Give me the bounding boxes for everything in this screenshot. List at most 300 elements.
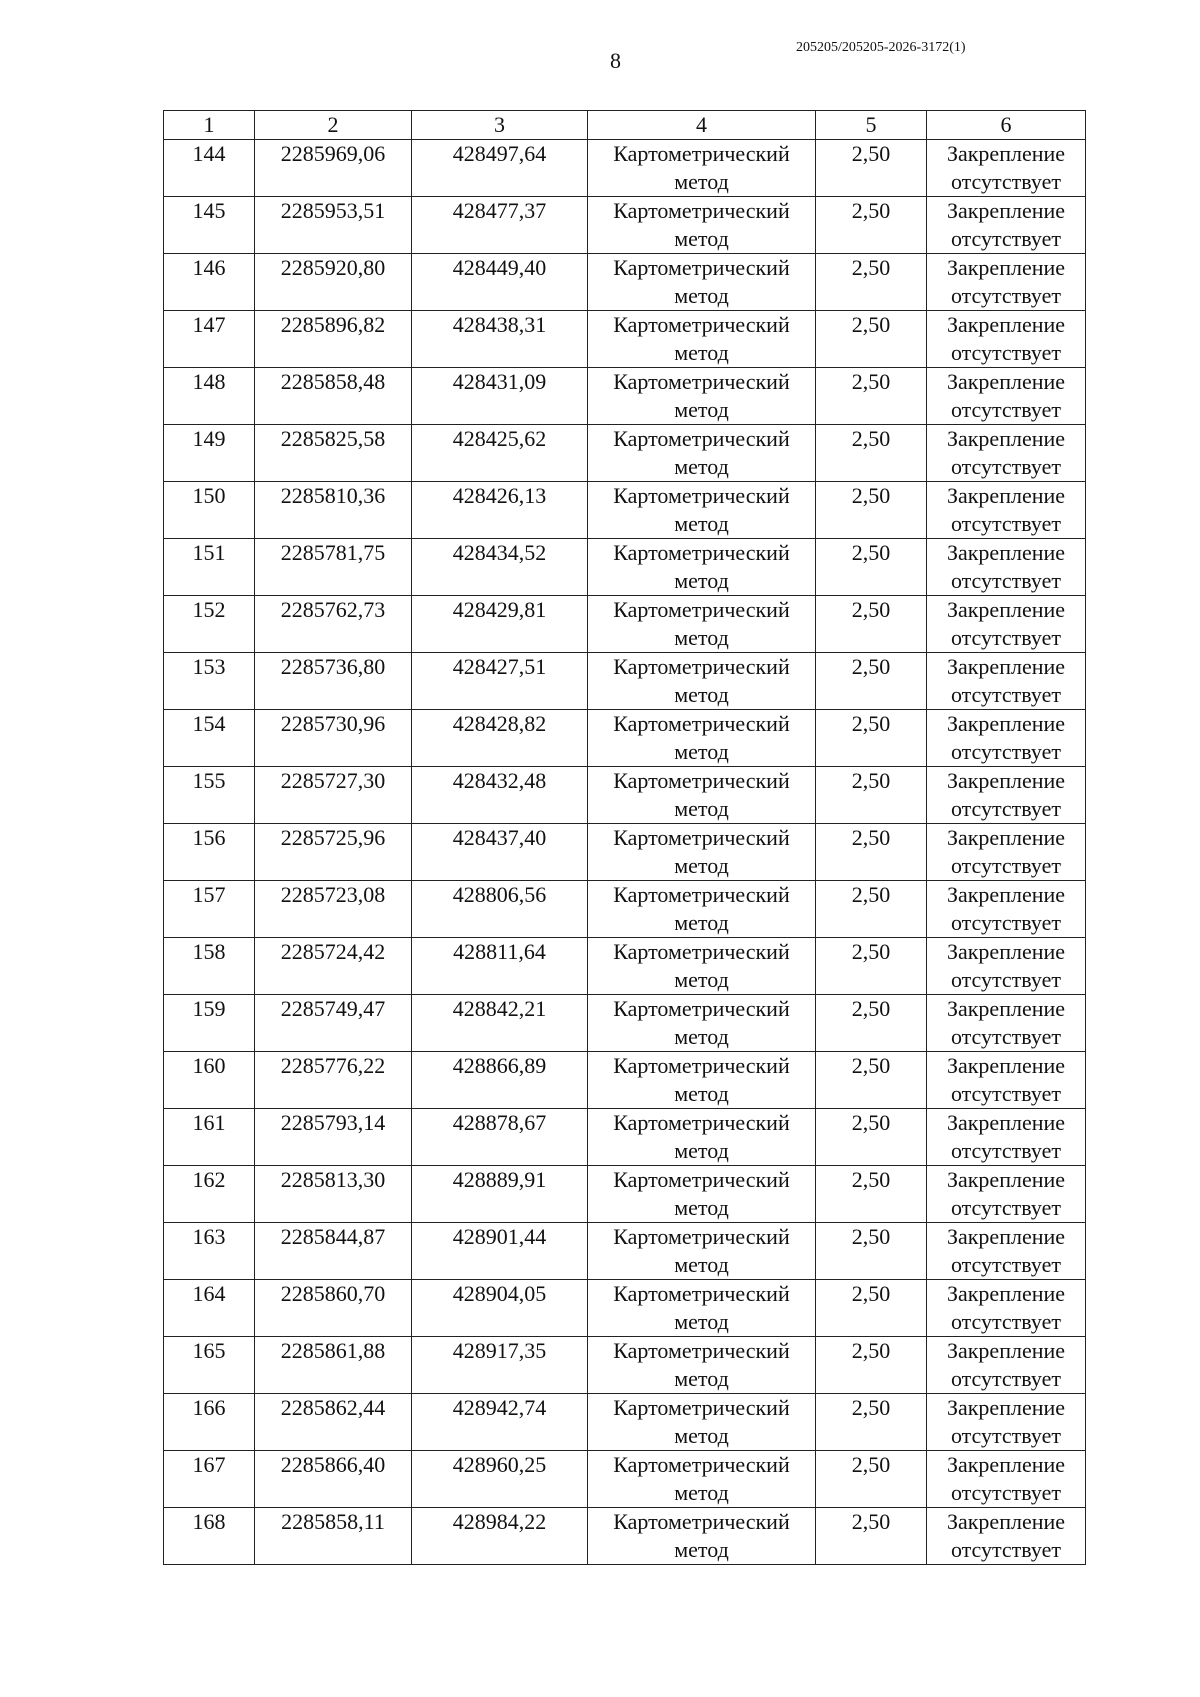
- column-header: 2: [255, 111, 412, 140]
- table-row: [164, 710, 1086, 767]
- y-coordinate-cell-text: 428429,81: [452, 597, 547, 622]
- accuracy-cell-text: 2,50: [851, 483, 891, 508]
- fixing-cell-text: Закрепление: [946, 312, 1066, 337]
- point-number-cell-text: 160: [192, 1053, 226, 1078]
- accuracy-cell-text: 2,50: [851, 1281, 891, 1306]
- column-header: 5: [816, 111, 927, 140]
- y-coordinate-cell-text: 428438,31: [452, 312, 547, 337]
- fixing-cell-text: Закрепление: [946, 597, 1066, 622]
- y-coordinate-cell: [412, 1109, 588, 1166]
- method-cell-text: метод: [674, 169, 729, 194]
- point-number-cell: [164, 653, 255, 710]
- y-coordinate-cell-text: 428889,91: [452, 1167, 547, 1192]
- method-cell-text: Картометрический: [613, 198, 790, 223]
- method-cell: [588, 539, 816, 596]
- method-cell: [588, 1223, 816, 1280]
- method-cell-text: метод: [674, 511, 729, 536]
- fixing-cell-text: отсутствует: [950, 910, 1062, 935]
- fixing-cell-text: Закрепление: [946, 369, 1066, 394]
- fixing-cell-text: Закрепление: [946, 141, 1066, 166]
- accuracy-cell-text: 2,50: [851, 1053, 891, 1078]
- accuracy-cell-text: 2,50: [851, 825, 891, 850]
- point-number-cell: [164, 824, 255, 881]
- table-header: [164, 111, 1086, 140]
- method-cell-text: Картометрический: [613, 1110, 790, 1135]
- method-cell-text: метод: [674, 967, 729, 992]
- fixing-cell: [927, 368, 1086, 425]
- method-cell-text: метод: [674, 739, 729, 764]
- accuracy-cell-text: 2,50: [851, 996, 891, 1021]
- y-coordinate-cell: [412, 824, 588, 881]
- accuracy-cell: [816, 938, 927, 995]
- point-number-cell: [164, 1052, 255, 1109]
- point-number-cell-text: 159: [192, 996, 226, 1021]
- x-coordinate-cell: [255, 254, 412, 311]
- accuracy-cell-text: 2,50: [851, 1338, 891, 1363]
- method-cell-text: метод: [674, 1024, 729, 1049]
- method-cell-text: метод: [674, 1537, 729, 1562]
- point-number-cell-text: 165: [192, 1338, 226, 1363]
- point-number-cell-text: 156: [192, 825, 226, 850]
- point-number-cell-text: 162: [192, 1167, 226, 1192]
- fixing-cell-text: Закрепление: [946, 1452, 1066, 1477]
- method-cell-text: Картометрический: [613, 1395, 790, 1420]
- point-number-cell: [164, 311, 255, 368]
- method-cell: [588, 881, 816, 938]
- method-cell-text: Картометрический: [613, 1509, 790, 1534]
- point-number-cell: [164, 1280, 255, 1337]
- accuracy-cell-text: 2,50: [851, 426, 891, 451]
- method-cell: [588, 824, 816, 881]
- point-number-cell: [164, 938, 255, 995]
- fixing-cell: [927, 254, 1086, 311]
- table-body: [164, 140, 1086, 1565]
- method-cell-text: метод: [674, 454, 729, 479]
- y-coordinate-cell: [412, 1337, 588, 1394]
- method-cell-text: метод: [674, 1366, 729, 1391]
- fixing-cell-text: Закрепление: [946, 1509, 1066, 1534]
- fixing-cell: [927, 995, 1086, 1052]
- x-coordinate-cell-text: 2285762,73: [280, 597, 386, 622]
- x-coordinate-cell-text: 2285858,48: [280, 369, 386, 394]
- y-coordinate-cell-text: 428842,21: [452, 996, 547, 1021]
- x-coordinate-cell-text: 2285781,75: [280, 540, 386, 565]
- fixing-cell: [927, 596, 1086, 653]
- method-cell: [588, 482, 816, 539]
- x-coordinate-cell: [255, 995, 412, 1052]
- y-coordinate-cell-text: 428431,09: [452, 369, 547, 394]
- point-number-cell-text: 148: [192, 369, 226, 394]
- point-number-cell-text: 155: [192, 768, 226, 793]
- point-number-cell-text: 163: [192, 1224, 226, 1249]
- y-coordinate-cell-text: 428497,64: [452, 141, 547, 166]
- accuracy-cell-text: 2,50: [851, 312, 891, 337]
- accuracy-cell: [816, 368, 927, 425]
- accuracy-cell-text: 2,50: [851, 1167, 891, 1192]
- fixing-cell-text: Закрепление: [946, 768, 1066, 793]
- y-coordinate-cell-text: 428806,56: [452, 882, 547, 907]
- fixing-cell: [927, 425, 1086, 482]
- point-number-cell-text: 168: [192, 1509, 226, 1534]
- fixing-cell: [927, 311, 1086, 368]
- fixing-cell-text: Закрепление: [946, 1281, 1066, 1306]
- method-cell-text: метод: [674, 1138, 729, 1163]
- column-header: 6: [927, 111, 1086, 140]
- table-row: [164, 881, 1086, 938]
- fixing-cell-text: отсутствует: [950, 1537, 1062, 1562]
- fixing-cell-text: Закрепление: [946, 654, 1066, 679]
- x-coordinate-cell: [255, 482, 412, 539]
- method-cell-text: метод: [674, 853, 729, 878]
- fixing-cell-text: отсутствует: [950, 511, 1062, 536]
- y-coordinate-cell: [412, 596, 588, 653]
- x-coordinate-cell-text: 2285725,96: [280, 825, 386, 850]
- fixing-cell-text: отсутствует: [950, 739, 1062, 764]
- fixing-cell: [927, 1280, 1086, 1337]
- fixing-cell: [927, 1394, 1086, 1451]
- column-header: 1: [164, 111, 255, 140]
- x-coordinate-cell-text: 2285862,44: [280, 1395, 386, 1420]
- x-coordinate-cell: [255, 1166, 412, 1223]
- accuracy-cell-text: 2,50: [851, 198, 891, 223]
- fixing-cell: [927, 824, 1086, 881]
- point-number-cell: [164, 995, 255, 1052]
- accuracy-cell: [816, 140, 927, 197]
- fixing-cell-text: отсутствует: [950, 853, 1062, 878]
- method-cell-text: Картометрический: [613, 483, 790, 508]
- y-coordinate-cell-text: 428904,05: [452, 1281, 547, 1306]
- table-row: [164, 995, 1086, 1052]
- y-coordinate-cell: [412, 938, 588, 995]
- table-row: [164, 425, 1086, 482]
- fixing-cell-text: Закрепление: [946, 255, 1066, 280]
- accuracy-cell-text: 2,50: [851, 1395, 891, 1420]
- table-row: [164, 254, 1086, 311]
- method-cell: [588, 311, 816, 368]
- point-number-cell: [164, 482, 255, 539]
- method-cell: [588, 368, 816, 425]
- y-coordinate-cell-text: 428449,40: [452, 255, 547, 280]
- method-cell: [588, 1451, 816, 1508]
- point-number-cell-text: 164: [192, 1281, 226, 1306]
- accuracy-cell-text: 2,50: [851, 1509, 891, 1534]
- fixing-cell-text: Закрепление: [946, 996, 1066, 1021]
- y-coordinate-cell: [412, 140, 588, 197]
- x-coordinate-cell: [255, 1508, 412, 1565]
- accuracy-cell: [816, 254, 927, 311]
- x-coordinate-cell-text: 2285861,88: [280, 1338, 386, 1363]
- y-coordinate-cell-text: 428425,62: [452, 426, 547, 451]
- accuracy-cell: [816, 1280, 927, 1337]
- fixing-cell-text: Закрепление: [946, 1053, 1066, 1078]
- x-coordinate-cell: [255, 425, 412, 482]
- accuracy-cell: [816, 197, 927, 254]
- accuracy-cell: [816, 1451, 927, 1508]
- y-coordinate-cell: [412, 710, 588, 767]
- method-cell-text: Картометрический: [613, 597, 790, 622]
- x-coordinate-cell-text: 2285736,80: [280, 654, 386, 679]
- x-coordinate-cell: [255, 938, 412, 995]
- method-cell: [588, 653, 816, 710]
- accuracy-cell: [816, 995, 927, 1052]
- method-cell: [588, 1508, 816, 1565]
- y-coordinate-cell: [412, 881, 588, 938]
- y-coordinate-cell-text: 428866,89: [452, 1053, 547, 1078]
- accuracy-cell-text: 2,50: [851, 255, 891, 280]
- point-number-cell: [164, 596, 255, 653]
- method-cell-text: Картометрический: [613, 1224, 790, 1249]
- point-number-cell-text: 161: [192, 1110, 226, 1135]
- accuracy-cell-text: 2,50: [851, 939, 891, 964]
- fixing-cell-text: Закрепление: [946, 426, 1066, 451]
- accuracy-cell: [816, 881, 927, 938]
- method-cell-text: метод: [674, 1252, 729, 1277]
- column-header: 4: [588, 111, 816, 140]
- fixing-cell-text: Закрепление: [946, 540, 1066, 565]
- page-number: 8: [610, 48, 621, 73]
- accuracy-cell: [816, 1166, 927, 1223]
- fixing-cell-text: отсутствует: [950, 1024, 1062, 1049]
- x-coordinate-cell: [255, 1394, 412, 1451]
- method-cell-text: Картометрический: [613, 1053, 790, 1078]
- method-cell-text: метод: [674, 625, 729, 650]
- y-coordinate-cell: [412, 1508, 588, 1565]
- point-number-cell-text: 144: [192, 141, 226, 166]
- fixing-cell-text: отсутствует: [950, 397, 1062, 422]
- accuracy-cell: [816, 1394, 927, 1451]
- fixing-cell: [927, 1166, 1086, 1223]
- y-coordinate-cell-text: 428901,44: [452, 1224, 547, 1249]
- fixing-cell-text: Закрепление: [946, 882, 1066, 907]
- x-coordinate-cell: [255, 1223, 412, 1280]
- point-number-cell: [164, 1394, 255, 1451]
- method-cell: [588, 1394, 816, 1451]
- fixing-cell: [927, 1052, 1086, 1109]
- y-coordinate-cell: [412, 653, 588, 710]
- fixing-cell: [927, 1337, 1086, 1394]
- point-number-cell-text: 158: [192, 939, 226, 964]
- accuracy-cell-text: 2,50: [851, 654, 891, 679]
- point-number-cell: [164, 1109, 255, 1166]
- point-number-cell-text: 154: [192, 711, 226, 736]
- x-coordinate-cell: [255, 368, 412, 425]
- y-coordinate-cell: [412, 1166, 588, 1223]
- x-coordinate-cell: [255, 1280, 412, 1337]
- method-cell-text: Картометрический: [613, 825, 790, 850]
- x-coordinate-cell: [255, 824, 412, 881]
- point-number-cell: [164, 1451, 255, 1508]
- fixing-cell-text: отсутствует: [950, 625, 1062, 650]
- table-row: [164, 1508, 1086, 1565]
- point-number-cell: [164, 1223, 255, 1280]
- method-cell-text: Картометрический: [613, 711, 790, 736]
- y-coordinate-cell: [412, 425, 588, 482]
- table-row: [164, 596, 1086, 653]
- fixing-cell-text: отсутствует: [950, 1195, 1062, 1220]
- accuracy-cell-text: 2,50: [851, 141, 891, 166]
- point-number-cell-text: 151: [192, 540, 226, 565]
- x-coordinate-cell-text: 2285810,36: [280, 483, 386, 508]
- y-coordinate-cell-text: 428428,82: [452, 711, 547, 736]
- x-coordinate-cell-text: 2285844,87: [280, 1224, 386, 1249]
- point-number-cell-text: 147: [192, 312, 226, 337]
- method-cell-text: метод: [674, 910, 729, 935]
- table-row: [164, 1166, 1086, 1223]
- method-cell-text: Картометрический: [613, 1452, 790, 1477]
- document-code: 205205/205205-2026-3172(1): [796, 40, 966, 55]
- accuracy-cell: [816, 653, 927, 710]
- x-coordinate-cell-text: 2285727,30: [280, 768, 386, 793]
- x-coordinate-cell-text: 2285969,06: [280, 141, 386, 166]
- table-row: [164, 1052, 1086, 1109]
- x-coordinate-cell-text: 2285776,22: [280, 1053, 386, 1078]
- method-cell-text: метод: [674, 226, 729, 251]
- y-coordinate-cell-text: 428878,67: [452, 1110, 547, 1135]
- fixing-cell-text: Закрепление: [946, 1338, 1066, 1363]
- accuracy-cell: [816, 539, 927, 596]
- table-row: [164, 653, 1086, 710]
- method-cell-text: метод: [674, 568, 729, 593]
- point-number-cell: [164, 539, 255, 596]
- x-coordinate-cell: [255, 311, 412, 368]
- fixing-cell-text: отсутствует: [950, 568, 1062, 593]
- fixing-cell-text: отсутствует: [950, 1480, 1062, 1505]
- point-number-cell-text: 145: [192, 198, 226, 223]
- table-row: [164, 482, 1086, 539]
- table-row: [164, 368, 1086, 425]
- method-cell-text: Картометрический: [613, 426, 790, 451]
- method-cell-text: метод: [674, 1309, 729, 1334]
- x-coordinate-cell-text: 2285866,40: [280, 1452, 386, 1477]
- y-coordinate-cell: [412, 1280, 588, 1337]
- x-coordinate-cell-text: 2285724,42: [280, 939, 386, 964]
- y-coordinate-cell: [412, 368, 588, 425]
- method-cell: [588, 140, 816, 197]
- fixing-cell-text: отсутствует: [950, 796, 1062, 821]
- x-coordinate-cell: [255, 1451, 412, 1508]
- method-cell-text: Картометрический: [613, 369, 790, 394]
- x-coordinate-cell: [255, 140, 412, 197]
- fixing-cell: [927, 653, 1086, 710]
- fixing-cell-text: отсутствует: [950, 1138, 1062, 1163]
- accuracy-cell: [816, 311, 927, 368]
- method-cell-text: метод: [674, 1423, 729, 1448]
- accuracy-cell: [816, 824, 927, 881]
- y-coordinate-cell-text: 428942,74: [452, 1395, 547, 1420]
- fixing-cell-text: Закрепление: [946, 198, 1066, 223]
- accuracy-cell-text: 2,50: [851, 597, 891, 622]
- accuracy-cell: [816, 767, 927, 824]
- method-cell-text: метод: [674, 1195, 729, 1220]
- fixing-cell-text: отсутствует: [950, 682, 1062, 707]
- method-cell-text: метод: [674, 1081, 729, 1106]
- y-coordinate-cell-text: 428477,37: [452, 198, 547, 223]
- x-coordinate-cell-text: 2285825,58: [280, 426, 386, 451]
- table-row: [164, 1394, 1086, 1451]
- method-cell: [588, 767, 816, 824]
- fixing-cell-text: отсутствует: [950, 967, 1062, 992]
- x-coordinate-cell: [255, 1109, 412, 1166]
- table-row: [164, 824, 1086, 881]
- fixing-cell-text: отсутствует: [950, 169, 1062, 194]
- table-row: [164, 1451, 1086, 1508]
- method-cell: [588, 596, 816, 653]
- fixing-cell-text: Закрепление: [946, 1224, 1066, 1249]
- accuracy-cell: [816, 596, 927, 653]
- fixing-cell: [927, 1109, 1086, 1166]
- table-row: [164, 1280, 1086, 1337]
- x-coordinate-cell: [255, 653, 412, 710]
- method-cell: [588, 254, 816, 311]
- accuracy-cell: [816, 1508, 927, 1565]
- method-cell-text: Картометрический: [613, 1281, 790, 1306]
- method-cell: [588, 710, 816, 767]
- method-cell-text: Картометрический: [613, 1167, 790, 1192]
- fixing-cell: [927, 539, 1086, 596]
- fixing-cell-text: отсутствует: [950, 454, 1062, 479]
- table-row: [164, 1223, 1086, 1280]
- point-number-cell-text: 146: [192, 255, 226, 280]
- method-cell: [588, 1052, 816, 1109]
- point-number-cell: [164, 710, 255, 767]
- y-coordinate-cell: [412, 995, 588, 1052]
- y-coordinate-cell: [412, 767, 588, 824]
- fixing-cell: [927, 140, 1086, 197]
- fixing-cell: [927, 1451, 1086, 1508]
- table-row: [164, 140, 1086, 197]
- point-number-cell: [164, 1508, 255, 1565]
- y-coordinate-cell: [412, 1451, 588, 1508]
- point-number-cell-text: 149: [192, 426, 226, 451]
- x-coordinate-cell: [255, 197, 412, 254]
- method-cell-text: метод: [674, 796, 729, 821]
- method-cell-text: Картометрический: [613, 540, 790, 565]
- point-number-cell-text: 167: [192, 1452, 226, 1477]
- x-coordinate-cell-text: 2285730,96: [280, 711, 386, 736]
- fixing-cell-text: отсутствует: [950, 1081, 1062, 1106]
- table-row: [164, 1337, 1086, 1394]
- y-coordinate-cell: [412, 1394, 588, 1451]
- point-number-cell: [164, 254, 255, 311]
- method-cell-text: метод: [674, 397, 729, 422]
- x-coordinate-cell: [255, 596, 412, 653]
- y-coordinate-cell-text: 428960,25: [452, 1452, 547, 1477]
- method-cell: [588, 995, 816, 1052]
- fixing-cell-text: отсутствует: [950, 283, 1062, 308]
- coordinates-table: [163, 110, 1086, 1565]
- fixing-cell-text: отсутствует: [950, 1252, 1062, 1277]
- x-coordinate-cell-text: 2285858,11: [281, 1509, 385, 1534]
- y-coordinate-cell-text: 428432,48: [452, 768, 547, 793]
- method-cell: [588, 938, 816, 995]
- accuracy-cell-text: 2,50: [851, 1224, 891, 1249]
- point-number-cell: [164, 425, 255, 482]
- table-row: [164, 311, 1086, 368]
- method-cell: [588, 425, 816, 482]
- y-coordinate-cell-text: 428437,40: [452, 825, 547, 850]
- method-cell-text: Картометрический: [613, 141, 790, 166]
- x-coordinate-cell: [255, 710, 412, 767]
- point-number-cell: [164, 1166, 255, 1223]
- point-number-cell-text: 150: [192, 483, 226, 508]
- point-number-cell: [164, 767, 255, 824]
- fixing-cell-text: Закрепление: [946, 1395, 1066, 1420]
- y-coordinate-cell: [412, 311, 588, 368]
- y-coordinate-cell-text: 428427,51: [452, 654, 547, 679]
- method-cell-text: Картометрический: [613, 996, 790, 1021]
- method-cell: [588, 1280, 816, 1337]
- fixing-cell: [927, 767, 1086, 824]
